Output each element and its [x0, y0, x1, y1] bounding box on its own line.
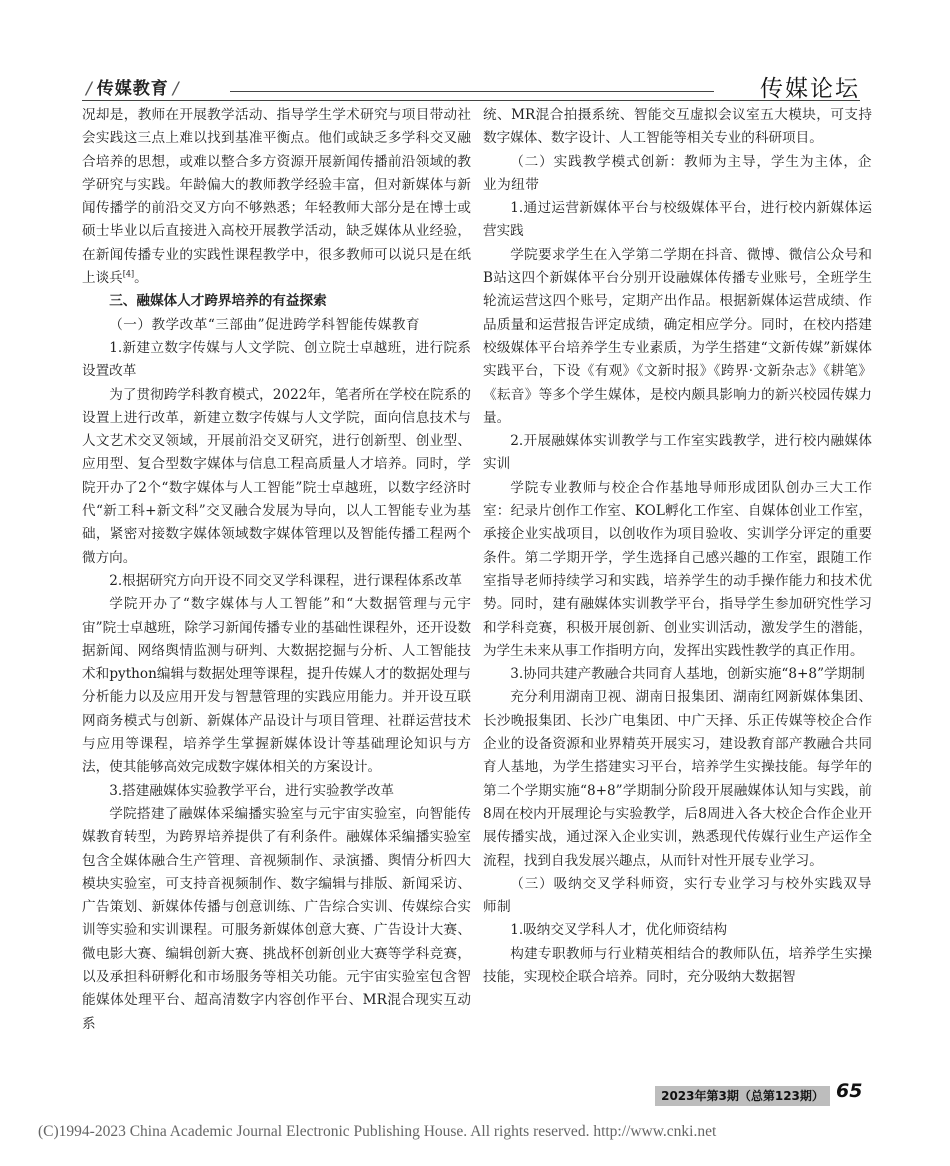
item-heading [483, 663, 872, 686]
body-paragraph [483, 477, 872, 663]
page-number: 65 [836, 1080, 863, 1102]
paragraph-text: 学院要求学生在入学第二学期在抖音、微博、微信公众号和B站这四个新媒体平台分别开设融媒体传播专业账号，全班学生轮流运营这四个账号，定期产出作品。根据新媒体运营成绩、作品质量和运营报告评定成绩，确定相应学分。同时，在校内搭建校级媒体平台培养学生专业素质，为学生搭建“文新传媒”新媒体实践平台，下设《有观》《文新时报》《跨界·文新杂志》《耕笔》《耘音》等多个学生媒体，是校内颇具影响力的新兴校园传媒力量。 [483, 246, 872, 426]
journal-title: 传媒论坛 [760, 76, 860, 102]
subsection-heading [483, 873, 872, 920]
body-paragraph [82, 384, 471, 570]
section-label [82, 74, 183, 99]
paragraph-text: 1.吸纳交叉学科人才，优化师资结构 [510, 922, 728, 939]
paragraph-text: 况却是，教师在开展教学活动、指导学生学术研究与项目带动社会实践这三点上难以找到基准平衡点。他们或缺乏多学科交叉融合培养的思想，或难以整合多方资源开展新闻传播前沿领域的教学研究与实践。年龄偏大的教师教学经验丰富，但对新媒体与新闻传播学的前沿交叉方向不够熟悉；年轻教师大部分是在博士或硕士毕业以后直接进入高校开展教学活动，缺乏媒体从业经验，在新闻传播专业的实践性课程教学中，很多教师可以说只是在纸上谈兵 [82, 107, 471, 287]
continued-paragraph [483, 104, 872, 151]
body-paragraph [82, 593, 471, 779]
paragraph-text: 2.开展融媒体实训教学与工作室实践教学，进行校内融媒体实训 [483, 433, 872, 473]
section-name: 传媒教育 [96, 79, 169, 99]
paragraph-text: 统、MR混合拍摄系统、智能交互虚拟会议室五大模块，可支持数字媒体、数字设计、人工智能等相关专业的科研项目。 [483, 107, 872, 147]
right-column [483, 104, 872, 989]
body-paragraph [483, 686, 872, 872]
paragraph-text: 三、融媒体人才跨界培养的有益探索 [109, 293, 327, 310]
paragraph-text: 1.新建立数字传媒与人文学院、创立院士卓越班，进行院系设置改革 [82, 339, 471, 380]
paragraph-text: 1.通过运营新媒体平台与校级媒体平台，进行校内新媒体运营实践 [483, 200, 872, 240]
paragraph-text: 为了贯彻跨学科教育模式，2022年，笔者所在学校在院系的设置上进行改革，新建立数字传媒与人文学院，面向信息技术与人文艺术交叉领域，开展前沿交叉研究，进行创新型、创业型、应用型、复合型数字媒体与信息工程高质量人才培养。同时，学院开办了2个“数字媒体与人工智能”院士卓越班，以数字经济时代“新工科+新文科”交叉融合发展为导向，以人工智能专业为基础，紧密对接数字媒体领域数字媒体管理以及智能传播工程两个微方向。 [82, 386, 471, 566]
body-paragraph [483, 943, 872, 990]
header-rule [230, 91, 714, 92]
citation-mark: [4] [122, 269, 135, 279]
slash-mark: / [86, 79, 93, 99]
paragraph-text: 学院搭建了融媒体采编播实验室与元宇宙实验室，向智能传媒教育转型，为跨界培养提供了有利条件。融媒体采编播实验室包含全媒体融合生产管理、音视频制作、录演播、舆情分析四大模块实验室，可支持音视频制作、数字编辑与排版、新闻采访、广告策划、新媒体传播与创意训练、广告综合实训、传媒综合实训等实验和实训课程。可服务新媒体创意大赛、广告设计大赛、微电影大赛、编辑创新大赛、挑战杯创新创业大赛等学科竞赛，以及承担科研孵化和市场服务等相关功能。元宇宙实验室包含智能媒体处理平台、超高清数字内容创作平台、MR混合现实互动系 [82, 805, 471, 1032]
slash-mark: / [172, 79, 180, 99]
paragraph-text: 3.协同共建产教融合共同育人基地，创新实施“8+8”学期制 [510, 666, 865, 683]
header-underline [82, 100, 860, 101]
body-paragraph [82, 803, 471, 1036]
continued-paragraph [82, 104, 471, 290]
section-heading [82, 290, 471, 313]
left-column [82, 104, 471, 1036]
item-heading [82, 337, 471, 384]
subsection-heading [483, 151, 872, 198]
item-heading [483, 919, 872, 942]
paragraph-text: （三）吸纳交叉学科师资，实行专业学习与校外实践双导师制 [483, 875, 872, 916]
paragraph-text: 构建专职教师与行业精英相结合的教师队伍，培养学生实操技能，实现校企联合培养。同时，充分吸纳大数据智 [483, 945, 872, 985]
issue-badge: 2023年第3期（总第123期） [655, 1086, 830, 1106]
paragraph-text: 2.根据研究方向开设不同交叉学科课程，进行课程体系改革 [109, 572, 462, 589]
item-heading [82, 570, 471, 593]
subsection-heading [82, 314, 471, 337]
paragraph-text: 学院开办了“数字媒体与人工智能”和“大数据管理与元宇宙”院士卓越班，除学习新闻传播专业的基础性课程外，还开设数据新闻、网络舆情监测与研判、大数据挖掘与分析、人工智能技术和python编辑与数据处理等课程，提升传媒人才的数据处理与分析能力以及应用开发与智慧管理的实践应用能力。并开设互联网商务模式与创新、新媒体产品设计与项目管理、社群运营技术与应用等课程，培养学生掌握新媒体设计等基础理论知识与方法，使其能够高效完成数字媒体相关的方案设计。 [82, 596, 471, 776]
paragraph-text: 充分利用湖南卫视、湖南日报集团、湖南红网新媒体集团、长沙晚报集团、长沙广电集团、中广天择、乐正传媒等校企合作企业的设备资源和业界精英开展实习，建设教育部产教融合共同育人基地，为学生搭建实习平台，培养学生实操技能。每学年的第二个学期实施“8+8”学期制分阶段开展融媒体认知与实践，前8周在校内开展理论与实验教学，后8周进入各大校企合作企业开展传播实战，通过深入企业实训，熟悉现代传媒行业生产运作全流程，找到自我发展兴趣点，从而针对性开展专业学习。 [483, 689, 872, 869]
item-heading [483, 197, 872, 244]
item-heading [483, 430, 872, 477]
item-heading [82, 780, 471, 803]
paragraph-tail: 。 [134, 270, 148, 287]
paragraph-text: 学院专业教师与校企合作基地导师形成团队创办三大工作室：纪录片创作工作室、KOL孵化工作室、自媒体创业工作室，承接企业实战项目，以创收作为项目验收、实训学分评定的重要条件。第二学期开学，学生选择自己感兴趣的工作室，跟随工作室指导老师持续学习和实践，培养学生的动手操作能力和技术优势。同时，建有融媒体实训教学平台，指导学生参加研究性学习和学科竞赛，积极开展创新、创业实训活动，激发学生的潜能，为学生未来从事工作指明方向，发挥出实践性教学的真正作用。 [483, 479, 872, 659]
body-paragraph [483, 244, 872, 430]
paragraph-text: （一）教学改革“三部曲”促进跨学科智能传媒教育 [109, 316, 421, 333]
paragraph-text: 3.搭建融媒体实验教学平台，进行实验教学改革 [109, 782, 395, 799]
paragraph-text: （二）实践教学模式创新：教师为主导，学生为主体，企业为纽带 [483, 153, 872, 193]
copyright-notice: (C)1994-2023 China Academic Journal Electronic Publishing House. All rights reserved. http://www.cnki.net [38, 1123, 717, 1140]
